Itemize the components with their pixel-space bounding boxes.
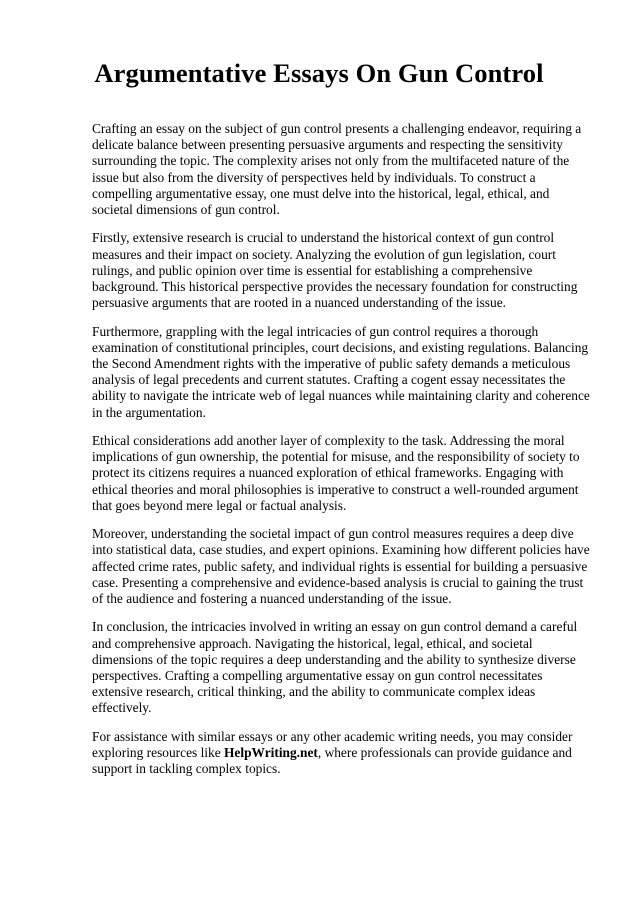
closing-text-before: For assistance with similar essays or any other academic writing needs, you may consider exploring resources like bbox=[92, 728, 573, 761]
paragraph-closing bbox=[92, 729, 592, 778]
paragraph-legal: Furthermore, grappling with the legal intricacies of gun control requires a thorough examination of constitutional principles, court decisions, and existing regulations. Balancing the Second Amendment rights with the imperative of public safety demands a meticulous analysis of legal precedents and current statutes. Crafting a cogent essay necessitates the ability to navigate the intricate web of legal nuances while maintaining clarity and coherence in the argumentation. bbox=[92, 323, 590, 420]
essay-body bbox=[92, 121, 592, 790]
paragraph-conclusion: In conclusion, the intricacies involved in writing an essay on gun control demand a careful and comprehensive approach. Navigating the historical, legal, ethical, and societal dimensions of the topic requires a deep understanding and the ability to synthesize diverse perspectives. Crafting a compelling argumentative essay on gun control necessitates extensive research, critical thinking, and the ability to communicate complex ideas effectively. bbox=[92, 619, 578, 716]
paragraph-societal: Moreover, understanding the societal impact of gun control measures requires a deep dive into statistical data, case studies, and expert opinions. Examining how different policies have affected crime rates, public safety, and individual rights is essential for building a persuasive case. Presenting a comprehensive and evidence-based analysis is crucial to gaining the trust of the audience and fostering a nuanced understanding of the issue. bbox=[92, 526, 590, 607]
paragraph-ethical: Ethical considerations add another layer of complexity to the task. Addressing the moral implications of gun ownership, the potential for misuse, and the responsibility of society to protect its citizens requires a nuanced exploration of ethical frameworks. Engaging with ethical theories and moral philosophies is imperative to construct a well-rounded argument that goes beyond mere legal or factual analysis. bbox=[92, 433, 580, 513]
paragraph-history: Firstly, extensive research is crucial to understand the historical context of gun control measures and their impact on society. Analyzing the evolution of gun legislation, court rulings, and public opinion over time is essential for establishing a comprehensive background. This historical perspective provides the necessary foundation for constructing persuasive arguments that are rooted in a nuanced understanding of the issue. bbox=[92, 230, 578, 311]
helpwriting-link[interactable]: HelpWriting.net bbox=[224, 745, 318, 761]
paragraph-intro: Crafting an essay on the subject of gun control presents a challenging endeavor, requiring a delicate balance between presenting persuasive arguments and respecting the sensitivity surrounding the topic. The complexity arises not only from the multifaceted nature of the issue but also from the diversity of perspectives held by individuals. To construct a compelling argumentative essay, one must delve into the historical, legal, ethical, and societal dimensions of gun control. bbox=[92, 121, 582, 218]
closing-text-after: , where professionals can provide guidance and support in tackling complex topics. bbox=[92, 745, 572, 777]
page-title: Argumentative Essays On Gun Control bbox=[94, 58, 544, 88]
